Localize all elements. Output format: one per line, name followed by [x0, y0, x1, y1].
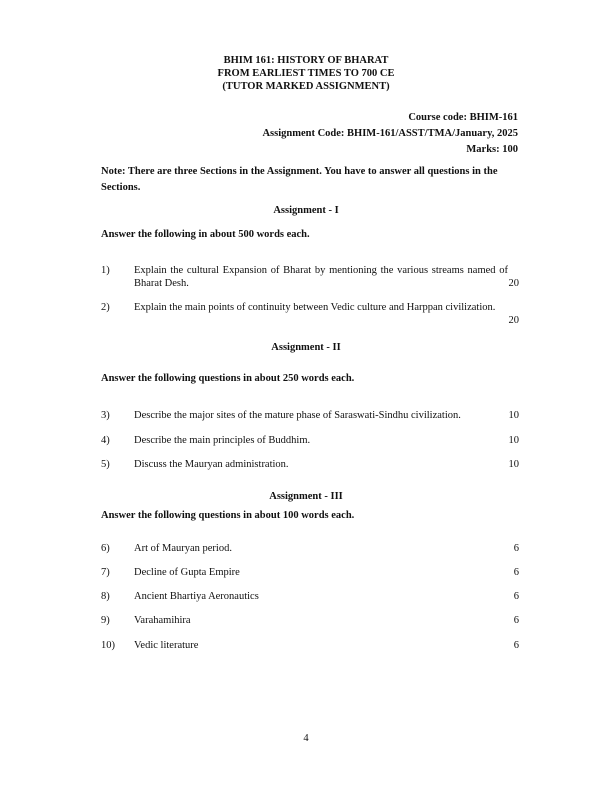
- question-number: 10): [101, 640, 115, 651]
- question-number: 3): [101, 410, 110, 421]
- page-number: 4: [303, 733, 309, 744]
- question-item: [101, 264, 519, 290]
- question-marks: 10: [508, 410, 519, 421]
- question-marks: 20: [508, 315, 519, 326]
- question-item: [101, 458, 519, 471]
- section-instruction-3: Answer the following questions in about 100 words each.: [101, 510, 355, 521]
- assignment-meta: [262, 110, 518, 158]
- question-text: Explain the cultural Expansion of Bharat by mentioning the various streams named of Bharat Desh.: [134, 265, 508, 289]
- assignment-code: Assignment Code: BHIM-161/ASST/TMA/January, 2025: [262, 128, 518, 139]
- question-text: Ancient Bhartiya Aeronautics: [134, 591, 259, 602]
- question-marks: 6: [513, 615, 519, 626]
- total-marks: Marks: 100: [466, 144, 518, 155]
- course-code: Course code: BHIM-161: [408, 112, 518, 123]
- section-title-1: Assignment - I: [273, 205, 339, 216]
- question-marks: 6: [513, 543, 519, 554]
- title-line-type: (TUTOR MARKED ASSIGNMENT): [222, 81, 390, 92]
- question-item: [101, 301, 519, 327]
- question-text: Describe the major sites of the mature phase of Saraswati-Sindhu civilization.: [134, 410, 461, 421]
- title-line-course: BHIM 161: HISTORY OF BHARAT: [223, 55, 389, 66]
- question-item: [101, 566, 519, 579]
- question-marks: 6: [513, 640, 519, 651]
- question-item: [101, 434, 519, 447]
- question-item: [101, 614, 519, 627]
- question-item: [101, 542, 519, 555]
- question-number: 7): [101, 567, 110, 578]
- section-title-2: Assignment - II: [271, 342, 341, 353]
- question-text: Decline of Gupta Empire: [134, 567, 240, 578]
- question-text: Describe the main principles of Buddhim.: [134, 435, 311, 446]
- question-text: Varahamihira: [134, 615, 191, 626]
- question-text: Explain the main points of continuity between Vedic culture and Harppan civilization.: [134, 302, 496, 313]
- question-number: 5): [101, 459, 110, 470]
- question-item: [101, 639, 519, 652]
- section-instruction-1: Answer the following in about 500 words each.: [101, 229, 310, 240]
- title-line-period: FROM EARLIEST TIMES TO 700 CE: [217, 68, 395, 79]
- question-text: Discuss the Mauryan administration.: [134, 459, 289, 470]
- section-instruction-2: Answer the following questions in about 250 words each.: [101, 373, 355, 384]
- document-title: [0, 54, 612, 93]
- question-text: Art of Mauryan period.: [134, 543, 232, 554]
- question-number: 6): [101, 543, 110, 554]
- question-marks: 6: [513, 591, 519, 602]
- question-marks: 10: [508, 459, 519, 470]
- question-number: 1): [101, 265, 110, 276]
- question-number: 2): [101, 302, 110, 313]
- question-item: [101, 409, 519, 422]
- question-marks: 20: [508, 278, 519, 289]
- question-number: 8): [101, 591, 110, 602]
- question-marks: 6: [513, 567, 519, 578]
- question-marks: 10: [508, 435, 519, 446]
- section-title-3: Assignment - III: [269, 491, 343, 502]
- question-number: 9): [101, 615, 110, 626]
- question-number: 4): [101, 435, 110, 446]
- assignment-note: Note: There are three Sections in the Assignment. You have to answer all questions in the Sections.: [101, 166, 498, 193]
- question-text: Vedic literature: [134, 640, 199, 651]
- question-item: [101, 590, 519, 603]
